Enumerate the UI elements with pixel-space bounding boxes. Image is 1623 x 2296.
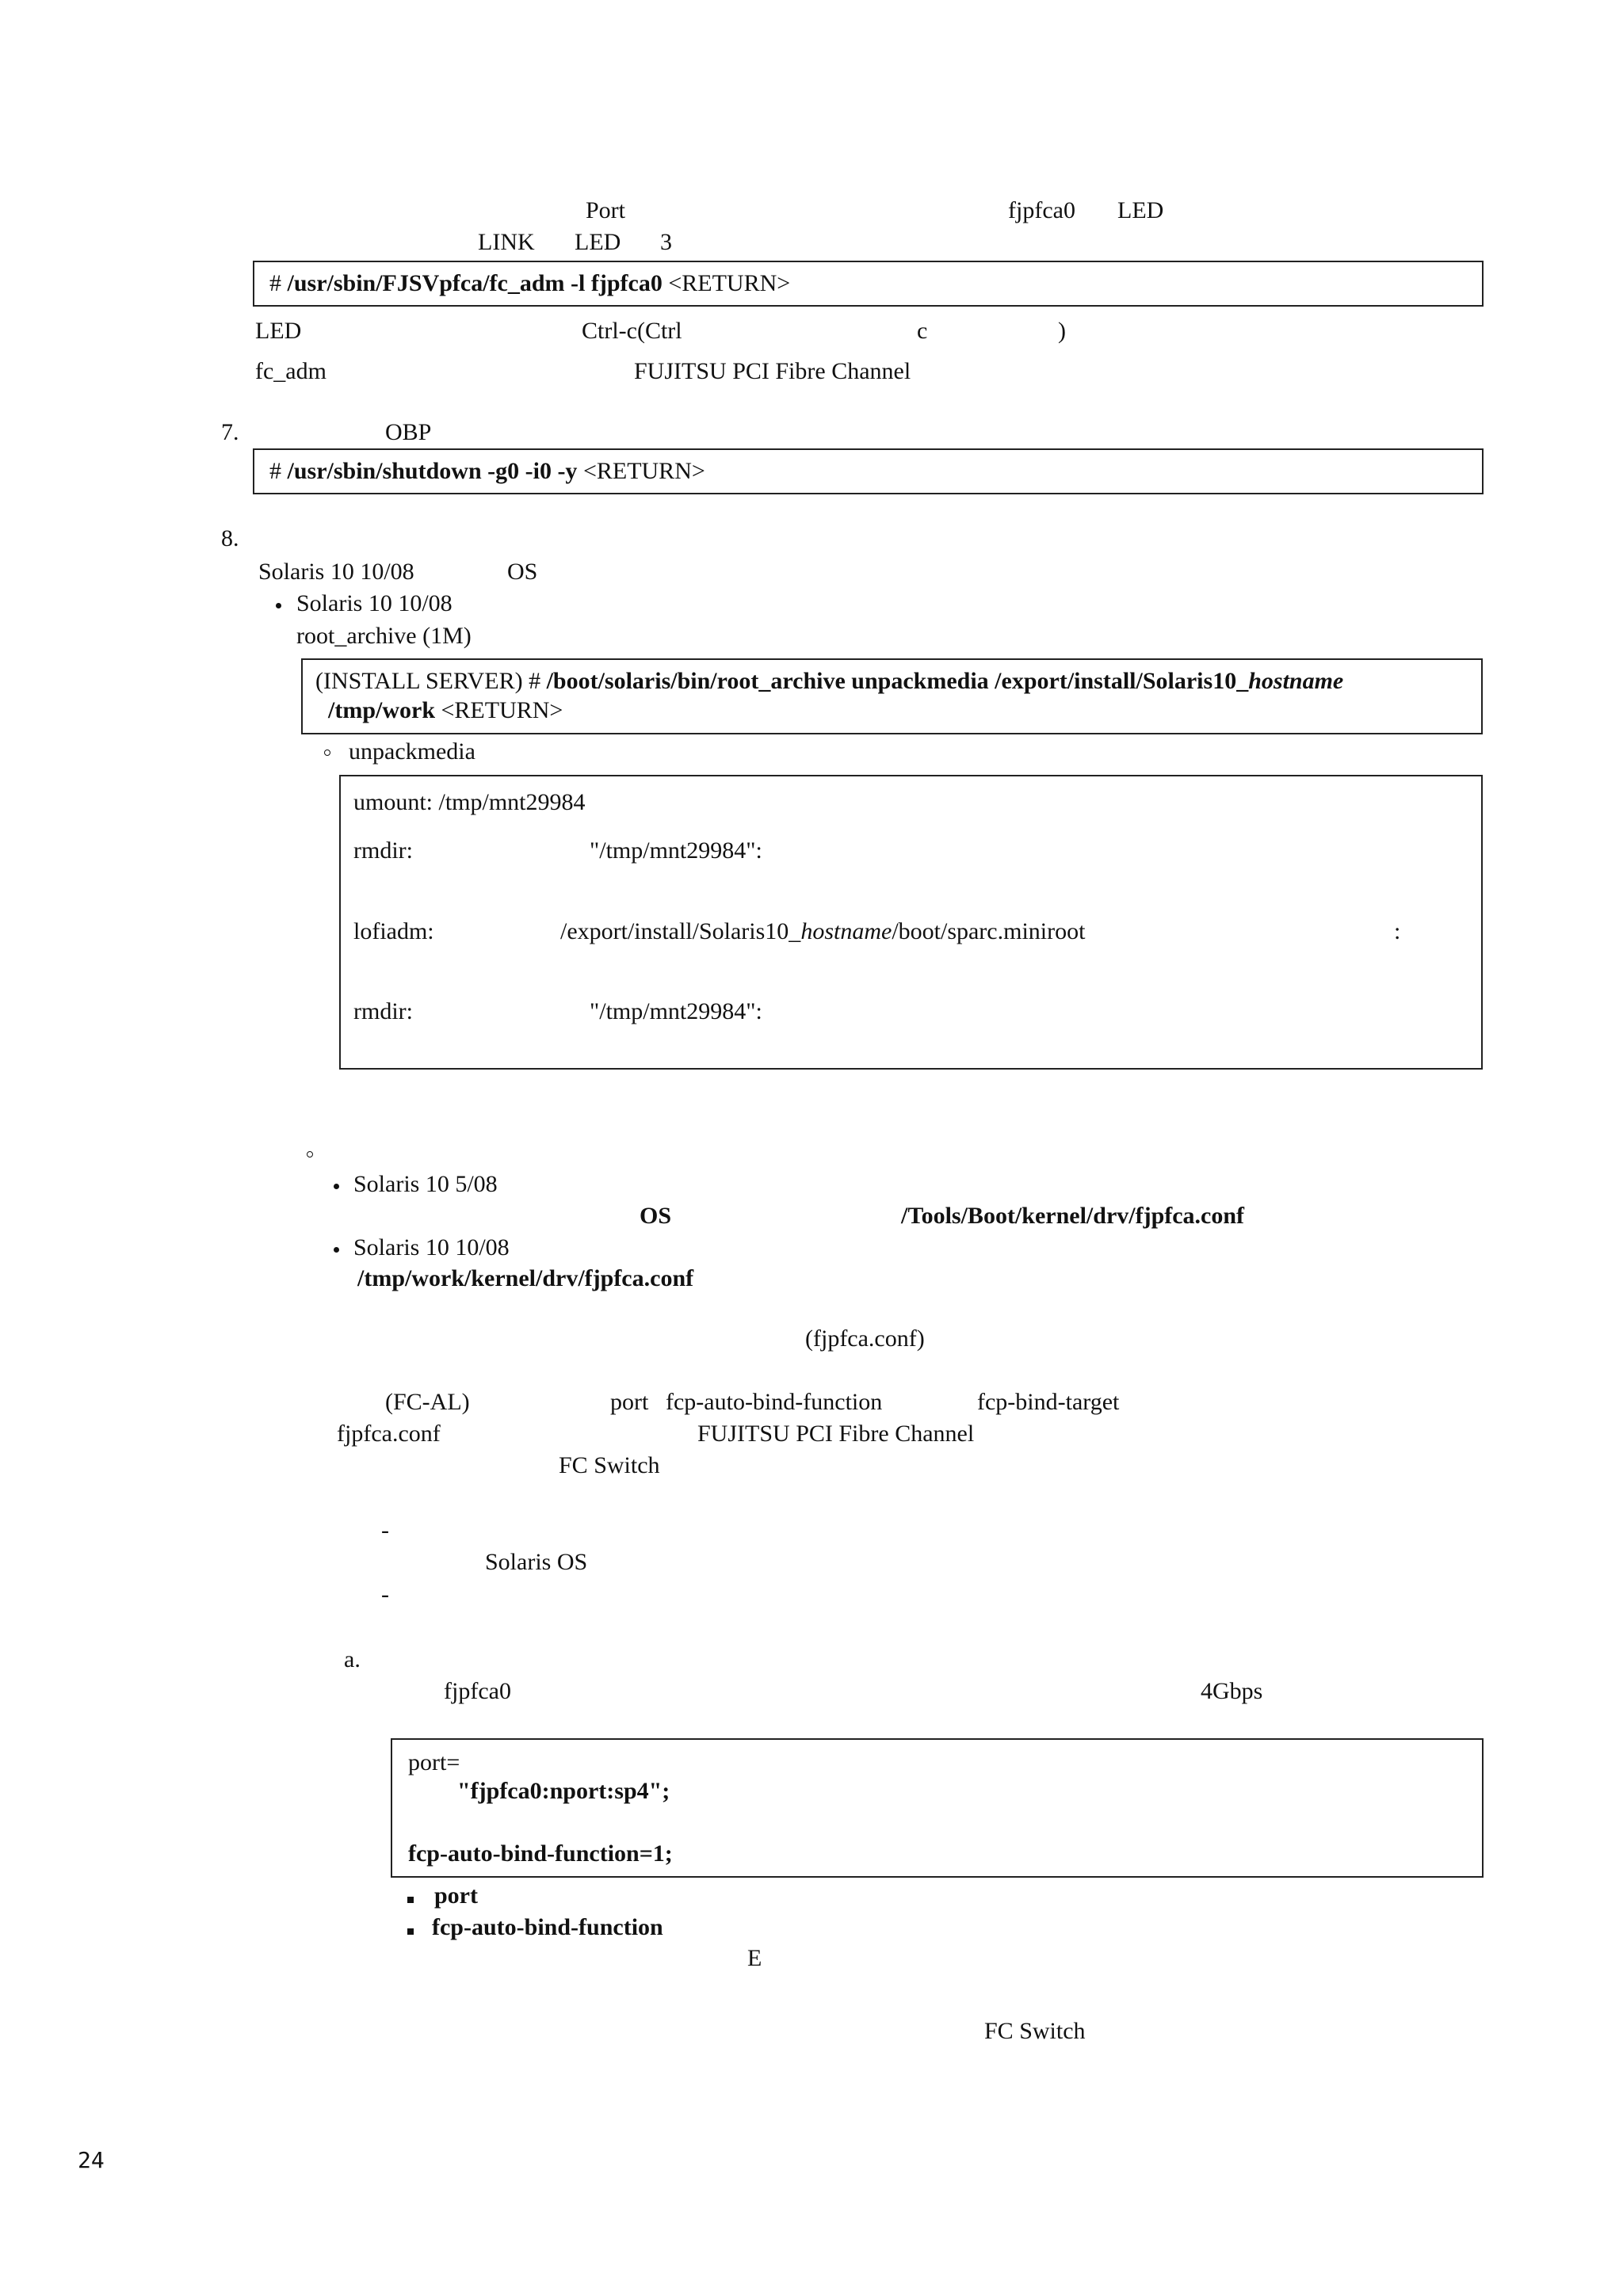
bullet-dot xyxy=(334,1184,339,1189)
output-rmdir-1-path: "/tmp/mnt29984": xyxy=(590,837,762,864)
speed-4gbps: 4Gbps xyxy=(1201,1678,1263,1704)
fujitsu-note: FUJITSU PCI Fibre Channel xyxy=(634,358,911,384)
led-note: LED xyxy=(255,318,302,344)
tmp-work-conf-path: /tmp/work/kernel/drv/fjpfca.conf xyxy=(357,1265,694,1291)
command-box-shutdown xyxy=(253,448,1484,494)
command-text: /usr/sbin/shutdown -g0 -i0 -y xyxy=(287,458,578,484)
hostname-placeholder: hostname xyxy=(1248,668,1344,694)
bullet-solaris-508: Solaris 10 5/08 xyxy=(353,1171,498,1197)
output-lofiadm-path: /export/install/Solaris10_hostname/boot/sparc.miniroot xyxy=(560,918,1086,944)
e-port-letter: E xyxy=(747,1945,762,1971)
port-label: Port xyxy=(586,197,626,223)
return-key: <RETURN> xyxy=(441,697,563,723)
tools-boot-path: /Tools/Boot/kernel/drv/fjpfca.conf xyxy=(901,1203,1245,1229)
tmp-work-arg: /tmp/work xyxy=(328,697,435,723)
prompt: # xyxy=(269,458,281,484)
conf-example-box xyxy=(391,1738,1484,1878)
auto-bind-param: fcp-auto-bind-function xyxy=(666,1389,883,1415)
output-rmdir-2-path: "/tmp/mnt29984": xyxy=(590,998,762,1024)
return-key: <RETURN> xyxy=(582,458,705,484)
sub-bullet-circle xyxy=(324,749,330,756)
command-box-fc-adm xyxy=(253,261,1484,307)
os-label: OS xyxy=(507,559,538,585)
sq-port-label: port xyxy=(434,1882,478,1909)
conf-auto-bind: fcp-auto-bind-function=1; xyxy=(408,1840,673,1867)
c-key-note: c xyxy=(917,318,928,344)
step-8-number: 8. xyxy=(221,525,239,551)
square-bullet xyxy=(407,1928,414,1935)
fujitsu-manual-ref: FUJITSU PCI Fibre Channel xyxy=(697,1421,975,1447)
solaris-intro: Solaris 10 10/08 xyxy=(258,559,414,585)
count-label: 3 xyxy=(660,229,672,255)
close-paren: ) xyxy=(1058,318,1066,344)
output-lofiadm-cmd: lofiadm: xyxy=(353,918,434,944)
bullet-solaris-1008-b: Solaris 10 10/08 xyxy=(353,1234,510,1261)
root-archive-command: /boot/solaris/bin/root_archive unpackmedia /export/install/Solaris10_ xyxy=(546,668,1249,694)
conf-file-heading: (fjpfca.conf) xyxy=(805,1325,925,1352)
conf-file-name: fjpfca.conf xyxy=(337,1421,441,1447)
output-umount: umount: /tmp/mnt29984 xyxy=(353,789,586,815)
bullet-solaris-1008: Solaris 10 10/08 xyxy=(296,590,453,616)
link-label: LINK xyxy=(478,229,535,255)
port-param: port xyxy=(610,1389,649,1415)
bind-target-param: fcp-bind-target xyxy=(977,1389,1120,1415)
step-7-number: 7. xyxy=(221,419,239,445)
output-box-unpackmedia xyxy=(339,775,1483,1070)
bullet-dot xyxy=(334,1247,339,1253)
fjpfca0-ref: fjpfca0 xyxy=(444,1678,511,1704)
install-server-prefix: (INSTALL SERVER) # xyxy=(315,668,541,694)
output-rmdir-2-cmd: rmdir: xyxy=(353,998,413,1024)
fc-adm-note: fc_adm xyxy=(255,358,327,384)
conf-port-key: port= xyxy=(408,1749,460,1775)
command-box-root-archive xyxy=(301,658,1483,734)
led-label-2: LED xyxy=(575,229,621,255)
square-bullet xyxy=(407,1897,414,1903)
step-7-text: OBP xyxy=(385,419,432,445)
solaris-os-label: Solaris OS xyxy=(485,1549,588,1575)
sq-auto-bind-label: fcp-auto-bind-function xyxy=(432,1914,663,1940)
ctrl-c-note: Ctrl-c(Ctrl xyxy=(582,318,682,344)
unpackmedia-label: unpackmedia xyxy=(349,738,475,765)
output-lofiadm-colon: : xyxy=(1394,918,1401,944)
page-number: 24 xyxy=(78,2147,105,2173)
prompt: # xyxy=(269,270,281,296)
sub-step-a: a. xyxy=(344,1646,361,1672)
root-archive-ref: root_archive (1M) xyxy=(296,623,472,649)
bullet-dot xyxy=(276,603,281,608)
dash-1: - xyxy=(381,1517,389,1543)
command-text: /usr/sbin/FJSVpfca/fc_adm -l fjpfca0 xyxy=(287,270,663,296)
dash-2: - xyxy=(381,1581,389,1608)
conf-port-value: "fjpfca0:nport:sp4"; xyxy=(457,1778,670,1804)
led-label: LED xyxy=(1117,197,1164,223)
fc-switch-note: FC Switch xyxy=(984,2018,1086,2044)
sub-bullet-circle xyxy=(307,1151,313,1158)
os-bold-label: OS xyxy=(640,1203,672,1229)
fc-switch-ref: FC Switch xyxy=(559,1452,660,1478)
output-rmdir-1-cmd: rmdir: xyxy=(353,837,413,864)
fjpfca0-label: fjpfca0 xyxy=(1008,197,1075,223)
return-key: <RETURN> xyxy=(668,270,791,296)
fc-al-label: (FC-AL) xyxy=(385,1389,470,1415)
